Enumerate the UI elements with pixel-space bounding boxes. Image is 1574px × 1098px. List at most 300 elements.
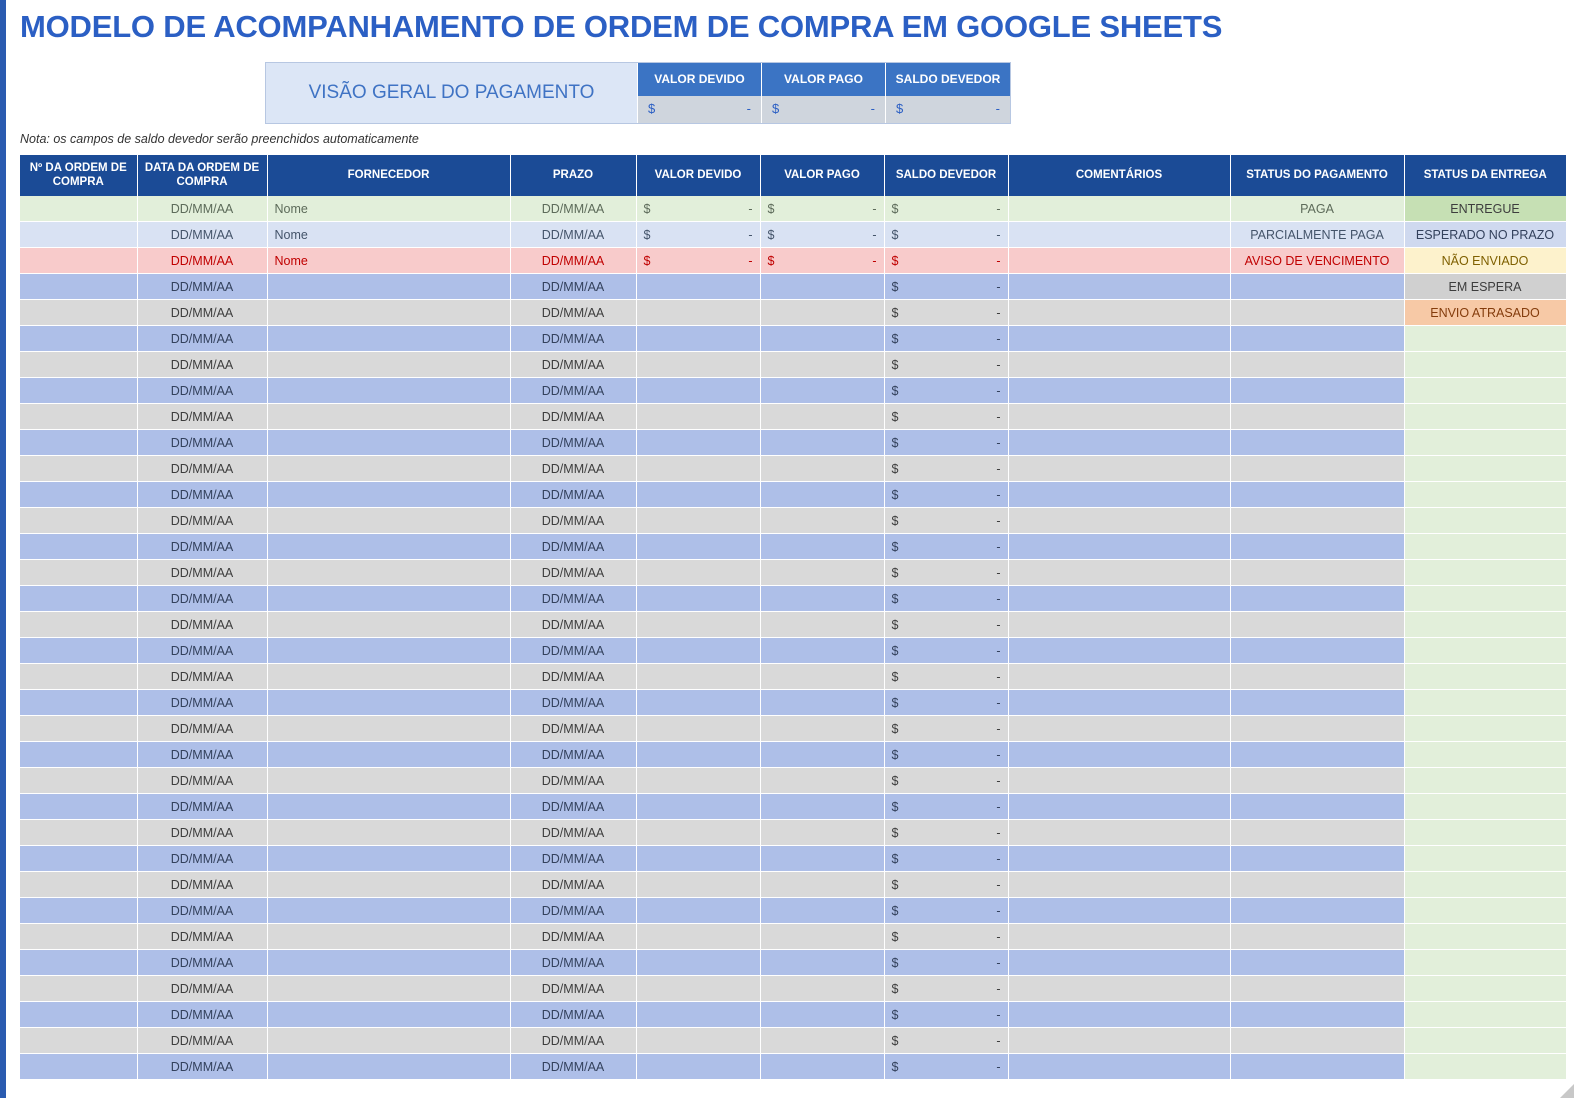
cell-po-number[interactable] xyxy=(20,872,137,898)
cell-supplier[interactable] xyxy=(267,586,510,612)
cell-po-number[interactable] xyxy=(20,820,137,846)
cell-comments[interactable] xyxy=(1008,976,1230,1002)
cell-payment-status[interactable] xyxy=(1230,716,1404,742)
cell-amount-due[interactable] xyxy=(636,586,760,612)
cell-delivery-status[interactable] xyxy=(1404,716,1566,742)
cell-balance[interactable] xyxy=(884,352,1008,378)
cell-po-number[interactable] xyxy=(20,404,137,430)
cell-po-date[interactable]: DD/MM/AA xyxy=(137,300,267,326)
cell-delivery-status[interactable] xyxy=(1404,794,1566,820)
cell-po-date[interactable]: DD/MM/AA xyxy=(137,326,267,352)
cell-po-number[interactable] xyxy=(20,508,137,534)
cell-po-number[interactable] xyxy=(20,534,137,560)
cell-deadline[interactable]: DD/MM/AA xyxy=(510,690,636,716)
cell-amount-paid[interactable] xyxy=(760,196,884,222)
cell-po-date[interactable]: DD/MM/AA xyxy=(137,482,267,508)
cell-comments[interactable] xyxy=(1008,274,1230,300)
col-header-comments[interactable]: COMENTÁRIOS xyxy=(1008,155,1230,196)
cell-balance[interactable] xyxy=(884,534,1008,560)
cell-comments[interactable] xyxy=(1008,768,1230,794)
cell-deadline[interactable]: DD/MM/AA xyxy=(510,222,636,248)
cell-comments[interactable] xyxy=(1008,196,1230,222)
cell-payment-status[interactable] xyxy=(1230,534,1404,560)
cell-deadline[interactable]: DD/MM/AA xyxy=(510,742,636,768)
col-header-amount-paid[interactable]: VALOR PAGO xyxy=(760,155,884,196)
cell-deadline[interactable]: DD/MM/AA xyxy=(510,508,636,534)
cell-comments[interactable] xyxy=(1008,716,1230,742)
cell-po-date[interactable]: DD/MM/AA xyxy=(137,924,267,950)
cell-balance[interactable] xyxy=(884,1028,1008,1054)
cell-comments[interactable] xyxy=(1008,1002,1230,1028)
cell-po-number[interactable] xyxy=(20,430,137,456)
cell-amount-due[interactable] xyxy=(636,898,760,924)
cell-balance[interactable] xyxy=(884,976,1008,1002)
cell-payment-status[interactable] xyxy=(1230,742,1404,768)
cell-amount-paid[interactable] xyxy=(760,352,884,378)
cell-po-number[interactable] xyxy=(20,976,137,1002)
cell-payment-status[interactable] xyxy=(1230,664,1404,690)
cell-po-date[interactable]: DD/MM/AA xyxy=(137,872,267,898)
cell-deadline[interactable]: DD/MM/AA xyxy=(510,482,636,508)
cell-comments[interactable] xyxy=(1008,924,1230,950)
cell-supplier[interactable] xyxy=(267,508,510,534)
cell-amount-due[interactable] xyxy=(636,664,760,690)
cell-payment-status[interactable] xyxy=(1230,560,1404,586)
cell-comments[interactable] xyxy=(1008,872,1230,898)
cell-po-date[interactable]: DD/MM/AA xyxy=(137,768,267,794)
cell-payment-status[interactable] xyxy=(1230,950,1404,976)
cell-delivery-status[interactable]: ENTREGUE xyxy=(1404,196,1566,222)
cell-supplier[interactable] xyxy=(267,690,510,716)
cell-deadline[interactable]: DD/MM/AA xyxy=(510,1054,636,1080)
cell-deadline[interactable]: DD/MM/AA xyxy=(510,768,636,794)
cell-supplier[interactable] xyxy=(267,378,510,404)
cell-balance[interactable] xyxy=(884,274,1008,300)
cell-po-date[interactable]: DD/MM/AA xyxy=(137,664,267,690)
cell-amount-paid[interactable] xyxy=(760,1028,884,1054)
cell-po-number[interactable] xyxy=(20,300,137,326)
cell-delivery-status[interactable]: ENVIO ATRASADO xyxy=(1404,300,1566,326)
cell-supplier[interactable]: Nome xyxy=(267,222,510,248)
cell-payment-status[interactable] xyxy=(1230,872,1404,898)
cell-delivery-status[interactable] xyxy=(1404,846,1566,872)
cell-payment-status[interactable] xyxy=(1230,300,1404,326)
cell-balance[interactable] xyxy=(884,196,1008,222)
cell-comments[interactable] xyxy=(1008,482,1230,508)
cell-payment-status[interactable] xyxy=(1230,690,1404,716)
cell-delivery-status[interactable] xyxy=(1404,378,1566,404)
cell-po-date[interactable]: DD/MM/AA xyxy=(137,716,267,742)
cell-comments[interactable] xyxy=(1008,690,1230,716)
cell-delivery-status[interactable] xyxy=(1404,482,1566,508)
cell-delivery-status[interactable] xyxy=(1404,976,1566,1002)
cell-deadline[interactable]: DD/MM/AA xyxy=(510,352,636,378)
cell-delivery-status[interactable] xyxy=(1404,664,1566,690)
cell-supplier[interactable] xyxy=(267,482,510,508)
cell-delivery-status[interactable] xyxy=(1404,950,1566,976)
cell-amount-due[interactable] xyxy=(636,274,760,300)
cell-delivery-status[interactable] xyxy=(1404,924,1566,950)
cell-amount-due[interactable] xyxy=(636,1054,760,1080)
cell-amount-paid[interactable] xyxy=(760,560,884,586)
cell-payment-status[interactable]: PARCIALMENTE PAGA xyxy=(1230,222,1404,248)
cell-po-number[interactable] xyxy=(20,950,137,976)
cell-balance[interactable] xyxy=(884,638,1008,664)
cell-amount-paid[interactable] xyxy=(760,950,884,976)
cell-po-number[interactable] xyxy=(20,378,137,404)
cell-po-date[interactable]: DD/MM/AA xyxy=(137,404,267,430)
cell-comments[interactable] xyxy=(1008,560,1230,586)
cell-po-date[interactable]: DD/MM/AA xyxy=(137,560,267,586)
cell-delivery-status[interactable] xyxy=(1404,586,1566,612)
cell-delivery-status[interactable]: ESPERADO NO PRAZO xyxy=(1404,222,1566,248)
cell-deadline[interactable]: DD/MM/AA xyxy=(510,924,636,950)
cell-amount-paid[interactable] xyxy=(760,378,884,404)
cell-po-number[interactable] xyxy=(20,1054,137,1080)
cell-comments[interactable] xyxy=(1008,586,1230,612)
cell-balance[interactable] xyxy=(884,872,1008,898)
cell-delivery-status[interactable] xyxy=(1404,1002,1566,1028)
cell-comments[interactable] xyxy=(1008,1028,1230,1054)
summary-value-saldo-devedor[interactable] xyxy=(886,96,1010,123)
cell-comments[interactable] xyxy=(1008,326,1230,352)
cell-po-number[interactable] xyxy=(20,248,137,274)
cell-balance[interactable] xyxy=(884,508,1008,534)
cell-po-date[interactable]: DD/MM/AA xyxy=(137,352,267,378)
cell-deadline[interactable]: DD/MM/AA xyxy=(510,456,636,482)
col-header-delivery-status[interactable]: STATUS DA ENTREGA xyxy=(1404,155,1566,196)
cell-deadline[interactable]: DD/MM/AA xyxy=(510,820,636,846)
cell-supplier[interactable] xyxy=(267,898,510,924)
cell-deadline[interactable]: DD/MM/AA xyxy=(510,872,636,898)
cell-balance[interactable] xyxy=(884,898,1008,924)
cell-balance[interactable] xyxy=(884,768,1008,794)
cell-po-number[interactable] xyxy=(20,482,137,508)
cell-amount-due[interactable] xyxy=(636,352,760,378)
cell-po-number[interactable] xyxy=(20,196,137,222)
cell-po-number[interactable] xyxy=(20,612,137,638)
cell-supplier[interactable]: Nome xyxy=(267,248,510,274)
cell-supplier[interactable] xyxy=(267,742,510,768)
cell-po-number[interactable] xyxy=(20,716,137,742)
cell-balance[interactable] xyxy=(884,482,1008,508)
cell-deadline[interactable]: DD/MM/AA xyxy=(510,378,636,404)
cell-supplier[interactable] xyxy=(267,534,510,560)
cell-payment-status[interactable] xyxy=(1230,768,1404,794)
cell-supplier[interactable] xyxy=(267,794,510,820)
summary-value-valor-devido[interactable] xyxy=(638,96,762,123)
cell-balance[interactable] xyxy=(884,586,1008,612)
cell-comments[interactable] xyxy=(1008,950,1230,976)
col-header-po-date[interactable]: DATA DA ORDEM DE COMPRA xyxy=(137,155,267,196)
cell-amount-paid[interactable] xyxy=(760,1054,884,1080)
cell-po-date[interactable]: DD/MM/AA xyxy=(137,638,267,664)
cell-payment-status[interactable] xyxy=(1230,638,1404,664)
cell-deadline[interactable]: DD/MM/AA xyxy=(510,846,636,872)
cell-delivery-status[interactable] xyxy=(1404,404,1566,430)
cell-comments[interactable] xyxy=(1008,664,1230,690)
cell-supplier[interactable] xyxy=(267,1028,510,1054)
cell-po-date[interactable]: DD/MM/AA xyxy=(137,846,267,872)
cell-comments[interactable] xyxy=(1008,248,1230,274)
cell-po-number[interactable] xyxy=(20,1002,137,1028)
cell-amount-due[interactable] xyxy=(636,742,760,768)
cell-balance[interactable] xyxy=(884,794,1008,820)
cell-delivery-status[interactable] xyxy=(1404,768,1566,794)
cell-amount-paid[interactable] xyxy=(760,1002,884,1028)
cell-amount-paid[interactable] xyxy=(760,846,884,872)
cell-po-date[interactable]: DD/MM/AA xyxy=(137,1002,267,1028)
cell-po-number[interactable] xyxy=(20,222,137,248)
cell-supplier[interactable] xyxy=(267,612,510,638)
cell-supplier[interactable] xyxy=(267,456,510,482)
cell-supplier[interactable]: Nome xyxy=(267,196,510,222)
cell-po-number[interactable] xyxy=(20,690,137,716)
col-header-deadline[interactable]: PRAZO xyxy=(510,155,636,196)
cell-balance[interactable] xyxy=(884,404,1008,430)
cell-amount-paid[interactable] xyxy=(760,742,884,768)
cell-supplier[interactable] xyxy=(267,1002,510,1028)
cell-amount-paid[interactable] xyxy=(760,326,884,352)
cell-comments[interactable] xyxy=(1008,378,1230,404)
cell-deadline[interactable]: DD/MM/AA xyxy=(510,898,636,924)
cell-payment-status[interactable] xyxy=(1230,612,1404,638)
cell-po-date[interactable]: DD/MM/AA xyxy=(137,222,267,248)
cell-supplier[interactable] xyxy=(267,274,510,300)
cell-amount-paid[interactable] xyxy=(760,872,884,898)
cell-amount-due[interactable] xyxy=(636,222,760,248)
cell-payment-status[interactable] xyxy=(1230,586,1404,612)
cell-po-date[interactable]: DD/MM/AA xyxy=(137,196,267,222)
cell-amount-due[interactable] xyxy=(636,976,760,1002)
cell-comments[interactable] xyxy=(1008,846,1230,872)
cell-payment-status[interactable] xyxy=(1230,404,1404,430)
cell-deadline[interactable]: DD/MM/AA xyxy=(510,404,636,430)
cell-balance[interactable] xyxy=(884,430,1008,456)
cell-delivery-status[interactable]: NÃO ENVIADO xyxy=(1404,248,1566,274)
cell-deadline[interactable]: DD/MM/AA xyxy=(510,534,636,560)
cell-po-date[interactable]: DD/MM/AA xyxy=(137,794,267,820)
col-header-payment-status[interactable]: STATUS DO PAGAMENTO xyxy=(1230,155,1404,196)
cell-payment-status[interactable] xyxy=(1230,924,1404,950)
cell-supplier[interactable] xyxy=(267,872,510,898)
cell-amount-paid[interactable] xyxy=(760,820,884,846)
cell-comments[interactable] xyxy=(1008,612,1230,638)
cell-amount-due[interactable] xyxy=(636,326,760,352)
cell-amount-paid[interactable] xyxy=(760,534,884,560)
cell-amount-paid[interactable] xyxy=(760,404,884,430)
cell-payment-status[interactable] xyxy=(1230,820,1404,846)
cell-balance[interactable] xyxy=(884,846,1008,872)
cell-po-date[interactable]: DD/MM/AA xyxy=(137,898,267,924)
cell-delivery-status[interactable] xyxy=(1404,612,1566,638)
cell-delivery-status[interactable] xyxy=(1404,352,1566,378)
col-header-po-number[interactable]: Nº DA ORDEM DE COMPRA xyxy=(20,155,137,196)
cell-po-number[interactable] xyxy=(20,846,137,872)
cell-payment-status[interactable] xyxy=(1230,898,1404,924)
cell-supplier[interactable] xyxy=(267,664,510,690)
cell-amount-paid[interactable] xyxy=(760,716,884,742)
cell-balance[interactable] xyxy=(884,612,1008,638)
col-header-amount-due[interactable]: VALOR DEVIDO xyxy=(636,155,760,196)
cell-amount-due[interactable] xyxy=(636,1028,760,1054)
cell-comments[interactable] xyxy=(1008,352,1230,378)
cell-balance[interactable] xyxy=(884,248,1008,274)
cell-deadline[interactable]: DD/MM/AA xyxy=(510,612,636,638)
cell-supplier[interactable] xyxy=(267,300,510,326)
cell-amount-paid[interactable] xyxy=(760,768,884,794)
cell-po-number[interactable] xyxy=(20,274,137,300)
cell-amount-paid[interactable] xyxy=(760,482,884,508)
cell-po-date[interactable]: DD/MM/AA xyxy=(137,950,267,976)
cell-deadline[interactable]: DD/MM/AA xyxy=(510,430,636,456)
cell-amount-due[interactable] xyxy=(636,378,760,404)
cell-po-number[interactable] xyxy=(20,638,137,664)
cell-comments[interactable] xyxy=(1008,1054,1230,1080)
cell-amount-paid[interactable] xyxy=(760,794,884,820)
cell-amount-due[interactable] xyxy=(636,300,760,326)
cell-payment-status[interactable] xyxy=(1230,456,1404,482)
cell-deadline[interactable]: DD/MM/AA xyxy=(510,950,636,976)
cell-balance[interactable] xyxy=(884,1054,1008,1080)
cell-payment-status[interactable] xyxy=(1230,508,1404,534)
cell-delivery-status[interactable] xyxy=(1404,1028,1566,1054)
cell-delivery-status[interactable] xyxy=(1404,872,1566,898)
cell-amount-due[interactable] xyxy=(636,430,760,456)
cell-balance[interactable] xyxy=(884,820,1008,846)
cell-comments[interactable] xyxy=(1008,742,1230,768)
cell-amount-paid[interactable] xyxy=(760,222,884,248)
cell-comments[interactable] xyxy=(1008,820,1230,846)
cell-po-date[interactable]: DD/MM/AA xyxy=(137,456,267,482)
cell-payment-status[interactable] xyxy=(1230,378,1404,404)
cell-supplier[interactable] xyxy=(267,976,510,1002)
cell-payment-status[interactable]: AVISO DE VENCIMENTO xyxy=(1230,248,1404,274)
cell-amount-paid[interactable] xyxy=(760,612,884,638)
cell-amount-due[interactable] xyxy=(636,1002,760,1028)
cell-amount-due[interactable] xyxy=(636,612,760,638)
cell-deadline[interactable]: DD/MM/AA xyxy=(510,326,636,352)
cell-amount-paid[interactable] xyxy=(760,898,884,924)
cell-balance[interactable] xyxy=(884,742,1008,768)
cell-payment-status[interactable] xyxy=(1230,846,1404,872)
cell-comments[interactable] xyxy=(1008,534,1230,560)
cell-payment-status[interactable] xyxy=(1230,326,1404,352)
cell-deadline[interactable]: DD/MM/AA xyxy=(510,300,636,326)
cell-amount-due[interactable] xyxy=(636,534,760,560)
cell-amount-due[interactable] xyxy=(636,924,760,950)
cell-delivery-status[interactable]: EM ESPERA xyxy=(1404,274,1566,300)
cell-amount-paid[interactable] xyxy=(760,638,884,664)
cell-amount-paid[interactable] xyxy=(760,924,884,950)
cell-payment-status[interactable] xyxy=(1230,1028,1404,1054)
cell-comments[interactable] xyxy=(1008,638,1230,664)
cell-amount-due[interactable] xyxy=(636,196,760,222)
cell-po-number[interactable] xyxy=(20,560,137,586)
cell-balance[interactable] xyxy=(884,378,1008,404)
cell-deadline[interactable]: DD/MM/AA xyxy=(510,560,636,586)
cell-supplier[interactable] xyxy=(267,638,510,664)
cell-payment-status[interactable] xyxy=(1230,1002,1404,1028)
cell-delivery-status[interactable] xyxy=(1404,326,1566,352)
cell-payment-status[interactable] xyxy=(1230,794,1404,820)
col-header-supplier[interactable]: FORNECEDOR xyxy=(267,155,510,196)
cell-delivery-status[interactable] xyxy=(1404,508,1566,534)
cell-po-number[interactable] xyxy=(20,794,137,820)
cell-po-date[interactable]: DD/MM/AA xyxy=(137,1028,267,1054)
cell-supplier[interactable] xyxy=(267,950,510,976)
cell-po-number[interactable] xyxy=(20,664,137,690)
cell-delivery-status[interactable] xyxy=(1404,456,1566,482)
cell-balance[interactable] xyxy=(884,950,1008,976)
col-header-balance[interactable]: SALDO DEVEDOR xyxy=(884,155,1008,196)
cell-delivery-status[interactable] xyxy=(1404,820,1566,846)
cell-deadline[interactable]: DD/MM/AA xyxy=(510,274,636,300)
cell-amount-paid[interactable] xyxy=(760,300,884,326)
cell-delivery-status[interactable] xyxy=(1404,560,1566,586)
cell-supplier[interactable] xyxy=(267,430,510,456)
cell-po-number[interactable] xyxy=(20,898,137,924)
cell-po-date[interactable]: DD/MM/AA xyxy=(137,690,267,716)
cell-amount-due[interactable] xyxy=(636,560,760,586)
cell-amount-due[interactable] xyxy=(636,950,760,976)
cell-supplier[interactable] xyxy=(267,820,510,846)
cell-amount-due[interactable] xyxy=(636,690,760,716)
cell-amount-paid[interactable] xyxy=(760,430,884,456)
cell-supplier[interactable] xyxy=(267,768,510,794)
cell-supplier[interactable] xyxy=(267,846,510,872)
cell-po-date[interactable]: DD/MM/AA xyxy=(137,1054,267,1080)
cell-po-number[interactable] xyxy=(20,1028,137,1054)
cell-deadline[interactable]: DD/MM/AA xyxy=(510,248,636,274)
cell-po-date[interactable]: DD/MM/AA xyxy=(137,508,267,534)
cell-amount-paid[interactable] xyxy=(760,690,884,716)
cell-po-number[interactable] xyxy=(20,742,137,768)
cell-supplier[interactable] xyxy=(267,352,510,378)
cell-amount-due[interactable] xyxy=(636,508,760,534)
cell-balance[interactable] xyxy=(884,1002,1008,1028)
cell-payment-status[interactable] xyxy=(1230,482,1404,508)
cell-amount-paid[interactable] xyxy=(760,664,884,690)
cell-payment-status[interactable] xyxy=(1230,976,1404,1002)
cell-po-date[interactable]: DD/MM/AA xyxy=(137,820,267,846)
cell-balance[interactable] xyxy=(884,326,1008,352)
cell-supplier[interactable] xyxy=(267,924,510,950)
cell-supplier[interactable] xyxy=(267,560,510,586)
cell-delivery-status[interactable] xyxy=(1404,638,1566,664)
cell-comments[interactable] xyxy=(1008,300,1230,326)
resize-handle[interactable] xyxy=(1560,1084,1574,1098)
cell-amount-due[interactable] xyxy=(636,248,760,274)
cell-po-date[interactable]: DD/MM/AA xyxy=(137,248,267,274)
cell-payment-status[interactable] xyxy=(1230,1054,1404,1080)
cell-payment-status[interactable] xyxy=(1230,274,1404,300)
cell-amount-due[interactable] xyxy=(636,768,760,794)
cell-amount-due[interactable] xyxy=(636,846,760,872)
cell-comments[interactable] xyxy=(1008,222,1230,248)
cell-deadline[interactable]: DD/MM/AA xyxy=(510,638,636,664)
cell-po-date[interactable]: DD/MM/AA xyxy=(137,534,267,560)
cell-balance[interactable] xyxy=(884,222,1008,248)
cell-amount-due[interactable] xyxy=(636,716,760,742)
cell-deadline[interactable]: DD/MM/AA xyxy=(510,1028,636,1054)
cell-amount-due[interactable] xyxy=(636,820,760,846)
cell-deadline[interactable]: DD/MM/AA xyxy=(510,196,636,222)
cell-deadline[interactable]: DD/MM/AA xyxy=(510,1002,636,1028)
cell-balance[interactable] xyxy=(884,300,1008,326)
cell-balance[interactable] xyxy=(884,456,1008,482)
cell-payment-status[interactable] xyxy=(1230,430,1404,456)
